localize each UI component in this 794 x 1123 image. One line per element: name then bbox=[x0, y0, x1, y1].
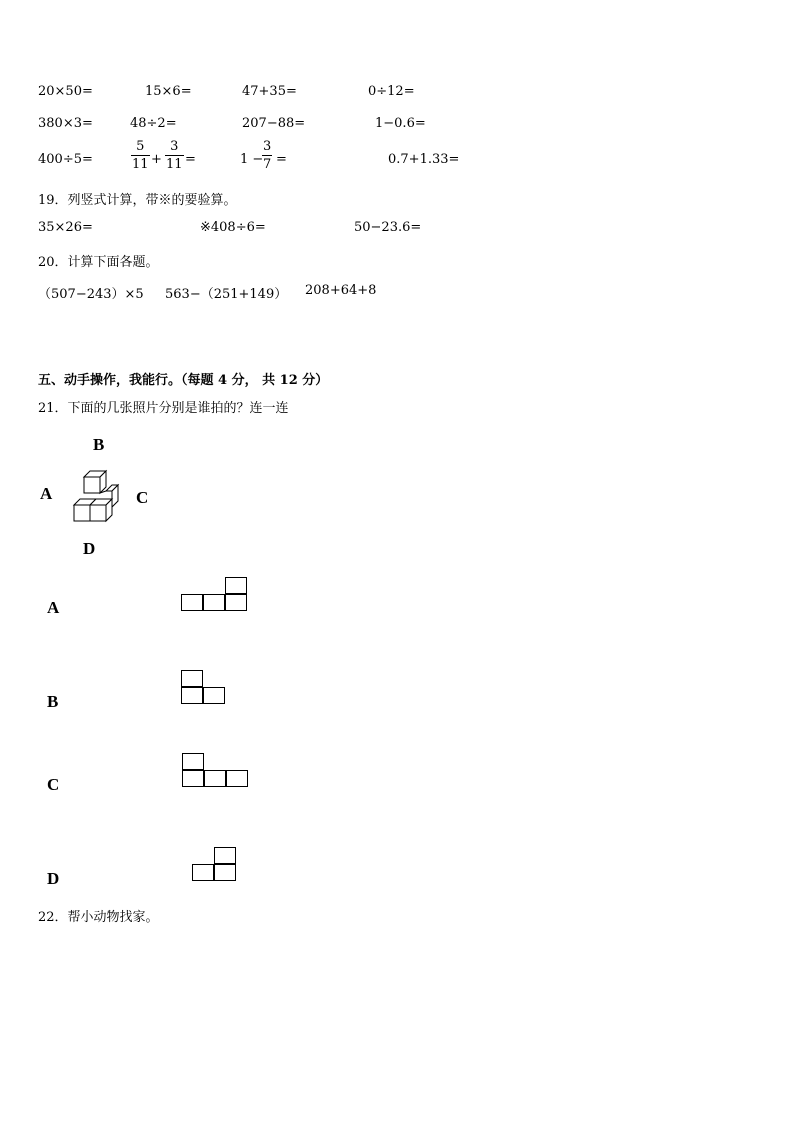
shape-cell bbox=[182, 753, 204, 770]
q19-title: 19．列竖式计算，带※的要验算。 bbox=[38, 193, 237, 208]
q19-item-2: ※408÷6= bbox=[200, 220, 266, 235]
shape-cell bbox=[214, 847, 236, 864]
fraction-3-11 bbox=[165, 140, 184, 171]
calc-20x50: 20×50= bbox=[38, 84, 93, 99]
fraction-denominator: 11 bbox=[132, 157, 149, 172]
calc-0div12: 0÷12= bbox=[368, 84, 415, 99]
q19-item-3: 50−23.6= bbox=[354, 220, 422, 235]
calc-207minus88: 207−88= bbox=[242, 116, 306, 131]
fraction-bar bbox=[262, 155, 272, 156]
calc-1minus06: 1−0.6= bbox=[375, 116, 426, 131]
calc-07plus133: 0.7+1.33= bbox=[388, 152, 460, 167]
fraction-numerator: 3 bbox=[263, 139, 272, 154]
fraction-numerator: 5 bbox=[136, 139, 145, 154]
row-label-b: B bbox=[47, 692, 59, 711]
shape-cell bbox=[181, 670, 203, 687]
row-label-a: A bbox=[47, 598, 60, 617]
fraction-denominator: 7 bbox=[263, 157, 272, 172]
calc-15x6: 15×6= bbox=[145, 84, 192, 99]
shape-cell bbox=[182, 770, 204, 787]
fraction-denominator: 11 bbox=[166, 157, 183, 172]
row-label-d: D bbox=[47, 869, 60, 888]
viewpoint-label-b: B bbox=[93, 435, 105, 454]
shape-cell bbox=[203, 687, 225, 704]
shape-cell bbox=[192, 864, 214, 881]
shape-cell bbox=[203, 594, 225, 611]
shape-cell bbox=[181, 687, 203, 704]
fraction-bar bbox=[131, 155, 150, 156]
shape-cell bbox=[181, 594, 203, 611]
calc-400div5: 400÷5= bbox=[38, 152, 93, 167]
calc-48div2: 48÷2= bbox=[130, 116, 177, 131]
shape-cell bbox=[204, 770, 226, 787]
q19-item-1: 35×26= bbox=[38, 220, 93, 235]
q20-title: 20．计算下面各题。 bbox=[38, 255, 159, 270]
q20-item-2: 563−（251+149） bbox=[165, 287, 288, 302]
q21-title: 21．下面的几张照片分别是谁拍的？连一连 bbox=[38, 401, 289, 416]
fraction-5-11 bbox=[131, 140, 150, 171]
viewpoint-label-d: D bbox=[83, 539, 96, 558]
shape-cell bbox=[226, 770, 248, 787]
viewpoint-label-a: A bbox=[40, 484, 53, 503]
shape-cell bbox=[225, 577, 247, 594]
q20-item-3: 208+64+8 bbox=[305, 283, 377, 298]
equals-sign: = bbox=[276, 152, 287, 167]
cube-stack-figure bbox=[70, 468, 122, 526]
fraction-3-7 bbox=[262, 140, 272, 171]
plus-sign: + bbox=[151, 152, 162, 167]
shape-cell bbox=[214, 864, 236, 881]
equals-sign: = bbox=[185, 152, 196, 167]
shape-cell bbox=[225, 594, 247, 611]
viewpoint-label-c: C bbox=[136, 488, 149, 507]
q22-title: 22．帮小动物找家。 bbox=[38, 910, 159, 925]
q20-item-1: （507−243）×5 bbox=[38, 287, 144, 302]
fraction-bar bbox=[165, 155, 184, 156]
section-5-title: 五、动手操作，我能行。（每题 4 分， 共 12 分） bbox=[38, 373, 329, 388]
one-minus: 1 − bbox=[240, 152, 264, 167]
fraction-numerator: 3 bbox=[170, 139, 179, 154]
calc-47plus35: 47+35= bbox=[242, 84, 297, 99]
row-label-c: C bbox=[47, 775, 60, 794]
calc-380x3: 380×3= bbox=[38, 116, 93, 131]
